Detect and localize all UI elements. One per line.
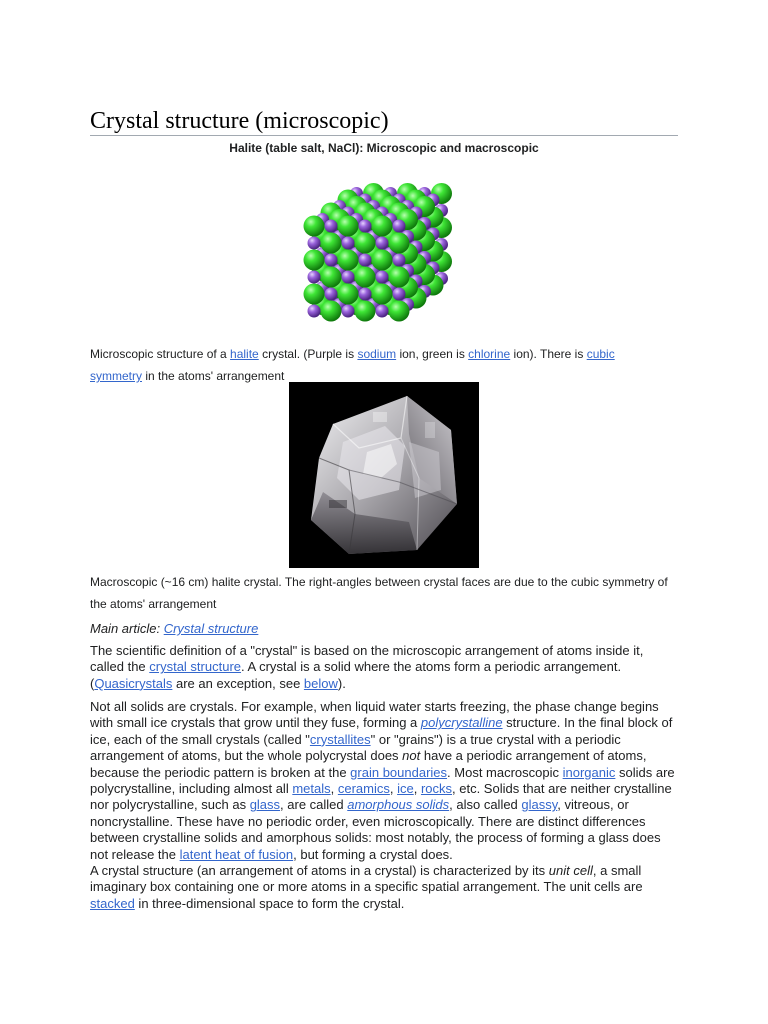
para-text: " or "grains") is a true crystal with a periodic arrangement of atoms, but the whole polycrystal does [90,731,621,764]
caption-text: in the atoms' arrangement [142,369,285,383]
chlorine-atom [372,284,393,305]
chlorine-atom [304,284,325,305]
sodium-atom [393,288,406,301]
para-text: solids are polycrystalline, including almost all [90,764,675,797]
link-chlorine[interactable]: chlorine [468,347,511,361]
paragraph-2 [90,699,678,863]
link-rocks[interactable]: rocks [420,781,453,797]
para-text: , [330,781,338,797]
para-text: , vitreous, or noncrystalline. These have no periodic order, even microscopically. There are distinct differences between crystalline solids and amorphous solids: most notably, the process of forming a glass does not release the [90,797,661,862]
para-text: , etc. Solids that are neither crystalline nor polycrystalline, such as [90,781,672,813]
chlorine-atom [389,267,410,288]
chlorine-atom [338,284,359,305]
link-polycrystalline[interactable]: polycrystalline [420,715,503,731]
chlorine-atom [372,250,393,271]
chlorine-atom [321,301,342,322]
heading-underline [90,135,678,136]
sodium-atom [342,271,355,284]
link-ice[interactable]: ice [397,781,414,797]
chlorine-atom [372,216,393,237]
chlorine-atom [389,233,410,254]
section-heading: Crystal structure (microscopic) [90,108,389,134]
chlorine-atom [338,250,359,271]
para-text: ). [337,675,346,691]
link-crystal-structure-main[interactable]: Crystal structure [163,621,259,636]
halite-lattice-image [286,156,478,342]
link-cubic-symmetry[interactable]: cubic [586,347,615,361]
caption-line: Macroscopic (~16 cm) halite crystal. The right-angles between crystal faces are due to the cubic symmetry of [90,575,668,589]
chlorine-atom [338,216,359,237]
caption-text: ion). There is [510,347,587,361]
link-inorganic[interactable]: inorganic [562,764,616,780]
link-quasicrystals[interactable]: Quasicrystals [94,675,173,691]
chlorine-atom [304,216,325,237]
chlorine-atom [355,267,376,288]
para-text: structure. In the final block of ice, each of the small crystals (called " [90,715,673,747]
link-crystal-structure[interactable]: crystal structure [149,659,242,675]
para-text: . Most macroscopic [447,764,563,780]
sodium-atom [342,305,355,318]
paragraph-3 [90,863,678,912]
para-text: . A crystal is a solid where the atoms form a periodic arrangement. ( [90,659,622,691]
link-stacked[interactable]: stacked [90,895,135,911]
para-text: Not all solids are crystals. For example, when liquid water starts freezing, the phase change begins with small ice crystals that grow until they fuse, forming a [90,699,659,731]
caption-line: the atoms' arrangement [90,597,217,611]
figure-caption-2 [90,571,678,615]
sodium-atom [325,254,338,267]
emphasis-unit-cell: unit cell [548,863,593,878]
link-glass[interactable]: glass [249,797,281,813]
figure-title: Halite (table salt, NaCl): Microscopic and macroscopic [229,141,539,155]
link-latent-heat-of-fusion[interactable]: latent heat of fusion [179,846,294,862]
link-ceramics[interactable]: ceramics [337,781,390,797]
sodium-atom [359,254,372,267]
para-text: , [413,781,421,797]
para-text: in three-dimensional space to form the crystal. [134,895,405,911]
sodium-atom [359,220,372,233]
sodium-atom [376,271,389,284]
para-text: , [389,781,398,797]
sodium-atom [342,237,355,250]
sodium-atom [393,220,406,233]
figure-caption-1 [90,343,678,387]
sodium-atom [325,288,338,301]
para-text: A crystal structure (an arrangement of atoms in a crystal) is characterized by its [90,863,549,878]
halite-crystal-photo [289,382,479,568]
chlorine-atom [321,233,342,254]
link-crystallites[interactable]: crystallites [309,731,371,747]
chlorine-atom [389,301,410,322]
para-text: , also called [449,797,522,813]
sodium-atom [393,254,406,267]
sodium-atom [376,237,389,250]
chlorine-atom [355,233,376,254]
para-text: The scientific definition of a "crystal" is based on the microscopic arrangement of atoms inside it, called the [90,643,644,675]
sodium-atom [308,305,321,318]
link-sodium[interactable]: sodium [357,347,397,361]
sodium-atom [308,237,321,250]
link-below[interactable]: below [303,675,338,691]
sodium-atom [308,271,321,284]
para-text: have a periodic arrangement of atoms, because the periodic pattern is broken at the [90,748,647,780]
link-halite[interactable]: halite [230,347,259,361]
chlorine-atom [355,301,376,322]
emphasis-not: not [402,748,421,764]
para-text: , are called [280,797,348,813]
sodium-atom [359,288,372,301]
caption-text: crystal. (Purple is [258,347,358,361]
link-metals[interactable]: metals [292,781,331,797]
para-text: , a small imaginary box containing one or more atoms in a specific spatial arrangement. The unit cells are [90,863,643,895]
link-grain-boundaries[interactable]: grain boundaries [350,764,448,780]
chlorine-atom [321,267,342,288]
paragraph-1 [90,643,678,692]
sodium-atom [325,220,338,233]
link-amorphous-solids[interactable]: amorphous solids [347,797,450,813]
main-article-hatnote [90,620,258,638]
chlorine-atom [304,250,325,271]
link-cubic-symmetry-cont[interactable]: symmetry [90,369,142,383]
hatnote-label: Main article: [90,621,164,636]
caption-text: ion, green is [396,347,469,361]
para-text: are an exception, see [172,675,304,691]
sodium-atom [376,305,389,318]
para-text: , but forming a crystal does. [293,846,453,862]
link-glassy[interactable]: glassy [521,797,558,813]
caption-text: Microscopic structure of a [90,347,231,361]
